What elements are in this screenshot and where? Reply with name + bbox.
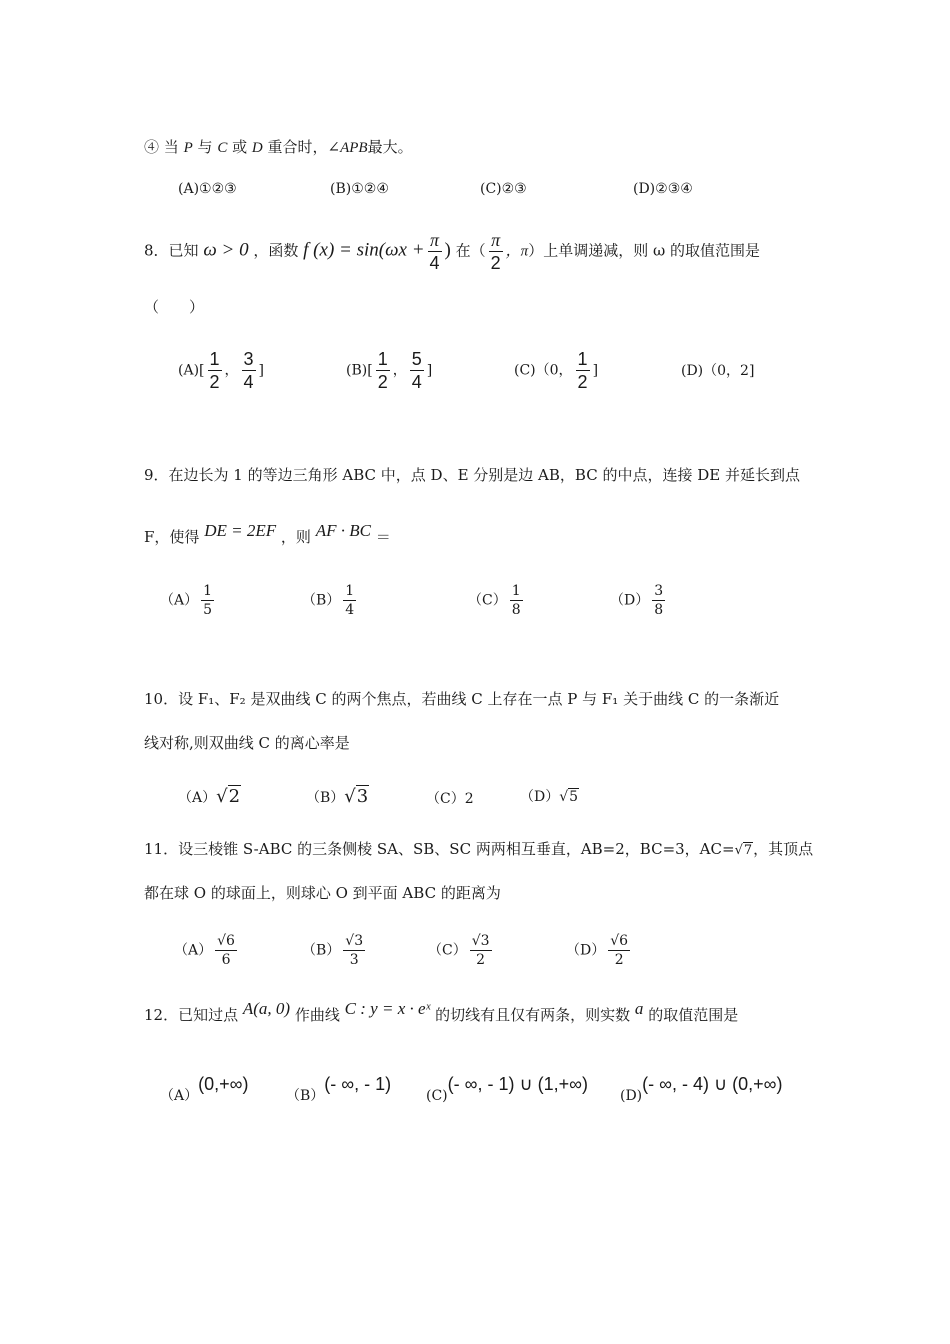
q10-option-b: （B）√3 [306,786,369,807]
q12-option-d: (D)(- ∞, - 4) ∪ (0,+∞) [620,1074,783,1104]
q9-line-1: 9．在边长为 1 的等边三角形 ABC 中，点 D、E 分别是边 AB，BC 的中点，连接 DE 并延长到点 [144,466,800,484]
q10-line-1: 10．设 F₁、F₂ 是双曲线 C 的两个焦点，若曲线 C 上存在一点 P 与 F₁ 关于曲线 C 的一条渐近 [144,690,780,708]
q8-stem: 8．已知 ω > 0 ，函数 f (x) = sin(ωx + $\frac{\pi}{4}$ ) 在（ $\frac{\pi}{2}$ ，π）上单调递减，则 ω 的取值范围是 [144,230,760,273]
q10-option-c: （C）2 [426,791,474,807]
q8-option-d: (D)（0，2] [681,363,755,379]
q10-line-2: 线对称,则双曲线 C 的离心率是 [144,734,350,752]
q12-stem: 12．已知过点 A(a, 0) 作曲线 C : y = x · eˣ 的切线有且仅有两条，则实数 a 的取值范围是 [144,999,739,1024]
q12-option-b: （B）(- ∞, - 1) [286,1074,392,1104]
q11-option-d: （D） $\frac{√6}{2}$ [566,933,629,968]
q10-option-d: （D）√5 [520,789,579,805]
q11-line-2: 都在球 O 的球面上，则球心 O 到平面 ABC 的距离为 [144,884,501,902]
q8-pi-over-4: $\frac{\pi}{4}$ [429,230,440,273]
q8-option-b: (B)[ $\frac{1}{2}$ ， $\frac{5}{4}$ ] [346,349,433,392]
q8-blank: （ ） [144,298,205,316]
q9-line-2: F，使得 DE = 2EF ，则 AF · BC ＝ [144,521,391,546]
q9-option-b: （B） $\frac{1}{4}$ [302,583,355,618]
q9-option-d: （D） $\frac{3}{8}$ [610,583,664,618]
q9-option-c: （C） $\frac{1}{8}$ [468,583,521,618]
q11-option-b: （B） $\frac{√3}{3}$ [302,933,364,968]
q9-option-a: （A） $\frac{1}{5}$ [160,583,213,618]
q12-option-c: (C)(- ∞, - 1) ∪ (1,+∞) [426,1074,588,1104]
q7-option-a: (A)①②③ [178,181,237,197]
q8-option-c: (C)（0， $\frac{1}{2}$ ] [514,349,599,392]
q7-option-d: (D)②③④ [633,181,693,197]
q7-option-c: (C)②③ [480,181,527,197]
q12-option-a: （A）(0,+∞) [160,1074,249,1104]
q8-option-a: (A)[ $\frac{1}{2}$ ， $\frac{3}{4}$ ] [178,349,264,392]
q7-statement-4: ④ 当 P 与 C 或 D 重合时，∠APB最大。 [144,138,413,156]
q10-option-a: （A）√2 [178,786,241,807]
q7-option-b: (B)①②④ [330,181,389,197]
q11-option-a: （A） $\frac{√6}{6}$ [174,933,235,968]
q11-line-1: 11．设三棱锥 S-ABC 的三条侧棱 SA、SB、SC 两两相互垂直，AB=2，BC=3，AC=√7，其顶点 [144,840,814,858]
q11-option-c: （C） $\frac{√3}{2}$ [428,933,490,968]
q8-pi-over-2: $\frac{\pi}{2}$ [490,230,501,273]
